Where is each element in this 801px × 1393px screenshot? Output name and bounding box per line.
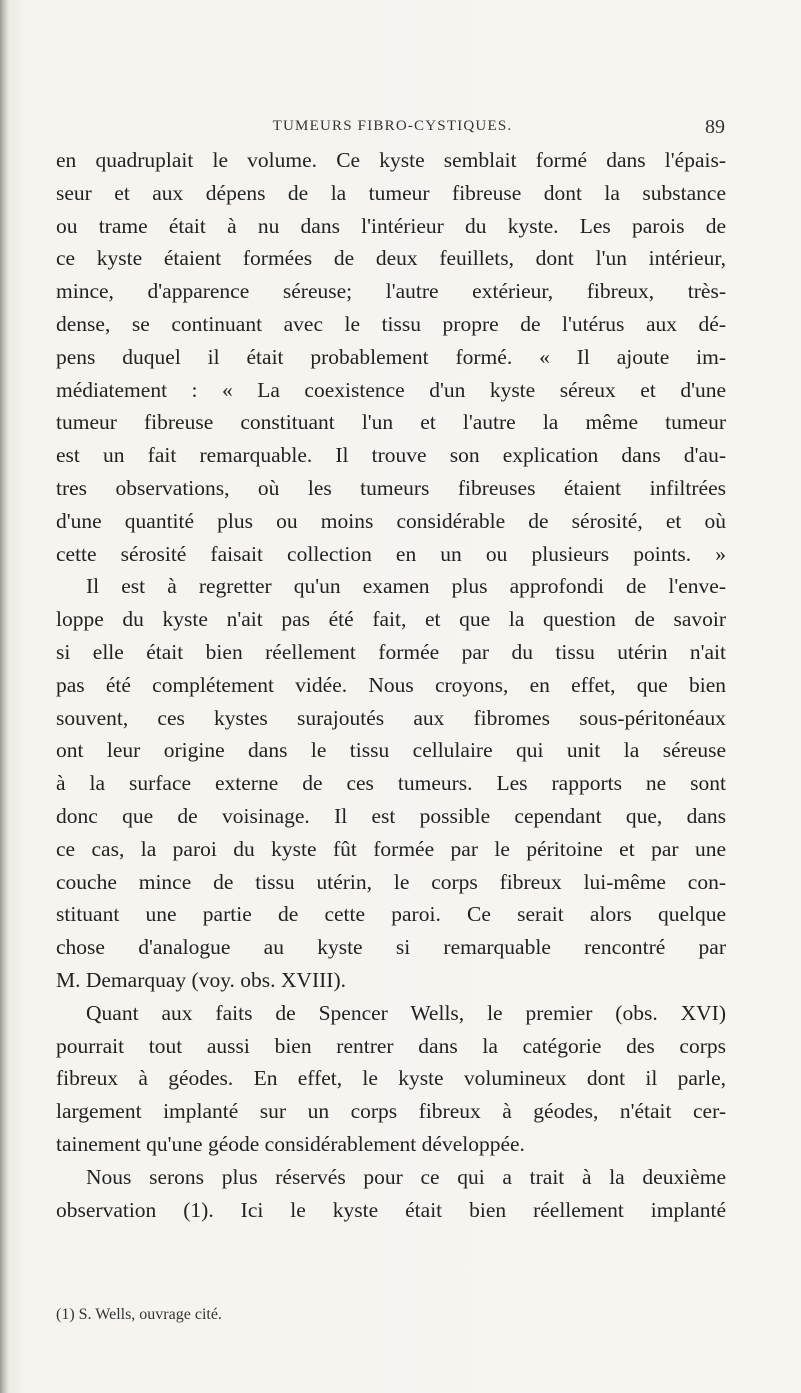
text-line: couche mince de tissu utérin, le corps fibreux lui-même con- [56, 869, 726, 894]
text-line: à la surface externe de ces tumeurs. Les rapports ne sont [56, 771, 726, 796]
text-line: pens duquel il était probablement formé. « Il ajoute im- [56, 344, 726, 369]
text-line: chose d'analogue au kyste si remarquable rencontré par [56, 935, 726, 960]
text-line: Il est à regretter qu'un examen plus approfondi de l'enve- [86, 574, 726, 599]
text-line: est un fait remarquable. Il trouve son explication dans d'au- [56, 443, 726, 468]
text-line: si elle était bien réellement formée par du tissu utérin n'ait [56, 639, 726, 664]
text-line: pourrait tout aussi bien rentrer dans la catégorie des corps [56, 1033, 726, 1058]
text-line: d'une quantité plus ou moins considérable de sérosité, et où [56, 508, 726, 533]
text-line: seur et aux dépens de la tumeur fibreuse dont la substance [56, 180, 726, 205]
text-line: pas été complétement vidée. Nous croyons, en effet, que bien [56, 672, 726, 697]
text-line: tainement qu'une géode considérablement développée. [56, 1131, 525, 1156]
text-line: loppe du kyste n'ait pas été fait, et que la question de savoir [56, 607, 726, 632]
running-title: TUMEURS FIBRO-CYSTIQUES. [272, 118, 513, 134]
text-line: M. Demarquay (voy. obs. XVIII). [56, 967, 346, 992]
text-line: observation (1). Ici le kyste était bien réellement implanté [56, 1197, 726, 1222]
text-line: fibreux à géodes. En effet, le kyste volumineux dont il parle, [56, 1066, 726, 1091]
footnote: (1) S. Wells, ouvrage cité. [56, 1306, 222, 1323]
text-line: dense, se continuant avec le tissu propre de l'utérus aux dé- [56, 311, 726, 336]
text-line: donc que de voisinage. Il est possible cependant que, dans [56, 803, 726, 828]
text-line: médiatement : « La coexistence d'un kyste séreux et d'une [56, 377, 726, 402]
text-line: tumeur fibreuse constituant l'un et l'autre la même tumeur [56, 410, 726, 435]
text-line: largement implanté sur un corps fibreux à géodes, n'était cer- [56, 1099, 726, 1124]
text-line: souvent, ces kystes surajoutés aux fibromes sous-péritonéaux [56, 705, 726, 730]
text-line: Nous serons plus réservés pour ce qui a trait à la deuxième [86, 1164, 726, 1189]
text-line: Quant aux faits de Spencer Wells, le premier (obs. XVI) [86, 1000, 726, 1025]
text-line: tres observations, où les tumeurs fibreuses étaient infiltrées [56, 475, 726, 500]
text-line: stituant une partie de cette paroi. Ce serait alors quelque [56, 902, 726, 927]
text-line: ce kyste étaient formées de deux feuillets, dont l'un intérieur, [56, 246, 726, 271]
text-line: ce cas, la paroi du kyste fût formée par le péritoine et par une [56, 836, 726, 861]
text-line: mince, d'apparence séreuse; l'autre extérieur, fibreux, très- [56, 279, 726, 304]
text-line: ont leur origine dans le tissu cellulaire qui unit la séreuse [56, 738, 726, 763]
page-binding-edge [0, 0, 9, 1393]
running-header [60, 118, 725, 142]
text-line: en quadruplait le volume. Ce kyste semblait formé dans l'épais- [56, 148, 726, 172]
page-number: 89 [705, 116, 725, 138]
body-text [56, 144, 726, 1226]
text-line: cette sérosité faisait collection en un ou plusieurs points. » [56, 541, 726, 566]
text-line: ou trame était à nu dans l'intérieur du kyste. Les parois de [56, 213, 726, 238]
